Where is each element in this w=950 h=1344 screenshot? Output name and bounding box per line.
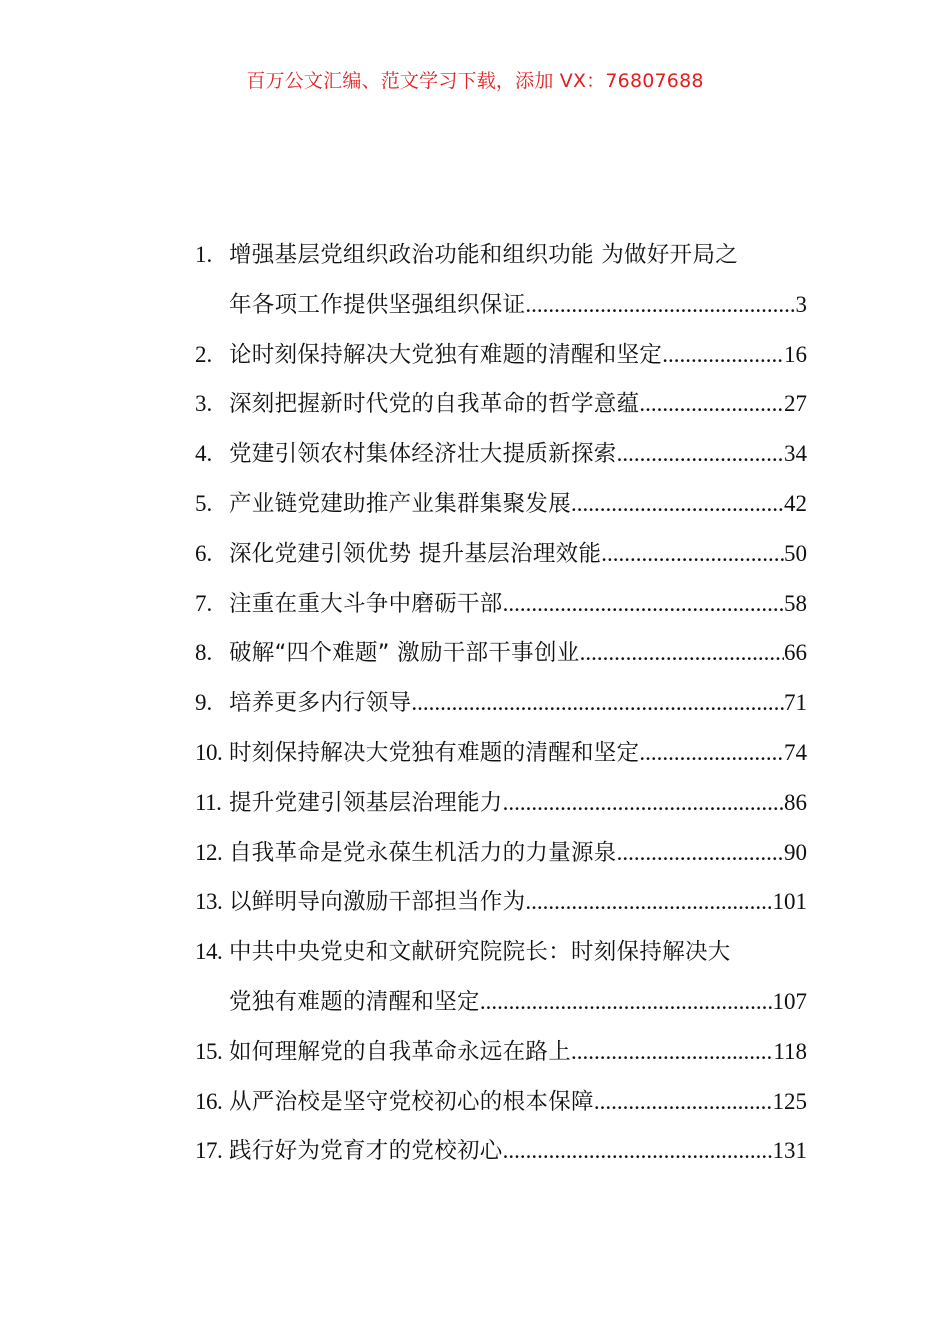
dot-leader [571,1027,773,1077]
toc-entry-title: 从严治校是坚守党校初心的根本保障 [229,1088,594,1115]
toc-entry-title: 提升党建引领基层治理能力 [229,789,503,816]
toc-entry-3[interactable] [195,379,807,429]
toc-entry-title: 时刻保持解决大党独有难题的清醒和坚定 [229,739,640,766]
toc-entry-title: 培养更多内行领导 [229,690,412,717]
dot-leader [503,778,784,828]
dot-leader [662,330,784,380]
toc-page-number: 42 [784,490,807,516]
toc-page-number: 50 [784,540,807,566]
dot-leader [639,728,784,778]
toc-entry-title-continued: 年各项工作提供坚强组织保证 [229,291,526,318]
toc-entry-number: 5. [195,490,213,516]
table-of-contents [195,230,807,1176]
toc-entry-number: 9. [195,690,213,716]
toc-page-number: 118 [773,1038,807,1064]
toc-entry-number: 7. [195,590,213,616]
dot-leader [571,479,784,529]
toc-entry-title: 以鲜明导向激励干部担当作为 [229,889,526,916]
toc-entry-11[interactable] [195,778,807,828]
toc-entry-16[interactable] [195,1077,807,1127]
toc-entry-1-continued[interactable] [195,280,807,330]
dot-leader [411,678,784,728]
toc-entry-14[interactable] [195,927,807,977]
toc-entry-number: 17. [195,1138,223,1164]
toc-page-number: 131 [772,1138,807,1164]
toc-entry-5[interactable] [195,479,807,529]
toc-page-number: 58 [784,590,807,616]
toc-page-number: 16 [784,341,807,367]
toc-entry-number: 16. [195,1088,223,1114]
toc-entry-title: 破解“四个难题” 激励干部干事创业 [229,640,580,667]
toc-entry-number: 1. [195,242,213,267]
toc-entry-title: 中共中央党史和文献研究院院长：时刻保持解决大 [229,939,731,966]
toc-entry-15[interactable] [195,1027,807,1077]
dot-leader [594,1077,773,1127]
toc-page-number: 3 [795,291,807,317]
toc-entry-9[interactable] [195,678,807,728]
toc-entry-number: 3. [195,391,213,417]
toc-entry-number: 6. [195,540,213,566]
toc-entry-2[interactable] [195,330,807,380]
toc-entry-number: 13. [195,889,223,915]
toc-entry-17[interactable] [195,1126,807,1176]
toc-entry-number: 12. [195,839,223,865]
toc-page-number: 66 [784,640,807,666]
toc-entry-title-continued: 党独有难题的清醒和坚定 [229,988,480,1015]
toc-entry-number: 2. [195,341,213,367]
toc-entry-number: 11. [195,789,222,815]
toc-entry-6[interactable] [195,529,807,579]
dot-leader [617,429,784,479]
toc-entry-number: 8. [195,640,213,666]
toc-page-number: 74 [784,739,807,765]
toc-entry-14-continued[interactable] [195,977,807,1027]
toc-entry-12[interactable] [195,828,807,878]
toc-entry-title: 深刻把握新时代党的自我革命的哲学意蕴 [229,391,640,418]
dot-leader [617,828,784,878]
toc-entry-7[interactable] [195,579,807,629]
toc-entry-title: 增强基层党组织政治功能和组织功能 为做好开局之 [229,242,739,268]
toc-entry-title: 自我革命是党永葆生机活力的力量源泉 [229,839,617,866]
toc-page-number: 86 [784,789,807,815]
dot-leader [580,628,784,678]
toc-entry-4[interactable] [195,429,807,479]
toc-entry-8[interactable] [195,628,807,678]
toc-page-number: 90 [784,839,807,865]
toc-page-number: 27 [784,391,807,417]
toc-entry-title: 践行好为党育才的党校初心 [229,1138,503,1165]
dot-leader [480,977,773,1027]
toc-entry-number: 10. [195,739,223,765]
toc-entry-1[interactable] [195,230,807,280]
toc-page-number: 107 [772,988,807,1014]
toc-entry-13[interactable] [195,877,807,927]
toc-entry-title: 党建引领农村集体经济壮大提质新探索 [229,441,617,468]
toc-page-number: 125 [772,1088,807,1114]
toc-entry-title: 如何理解党的自我革命永远在路上 [229,1038,572,1065]
dot-leader [601,529,784,579]
dot-leader [639,379,784,429]
dot-leader [525,877,772,927]
toc-entry-title: 产业链党建助推产业集群集聚发展 [229,490,572,517]
toc-entry-number: 4. [195,441,213,467]
toc-entry-title: 论时刻保持解决大党独有难题的清醒和坚定 [229,341,663,368]
dot-leader [525,280,795,330]
toc-page-number: 71 [784,690,807,716]
toc-entry-number: 14. [195,939,223,965]
toc-entry-title: 注重在重大斗争中磨砺干部 [229,590,503,617]
toc-page-number: 34 [784,441,807,467]
page-header-watermark-text: 百万公文汇编、范文学习下载，添加 VX：76807688 [246,70,704,92]
toc-entry-10[interactable] [195,728,807,778]
dot-leader [503,579,784,629]
toc-page-number: 101 [772,889,807,915]
toc-entry-number: 15. [195,1038,223,1064]
toc-entry-title: 深化党建引领优势 提升基层治理效能 [229,540,602,567]
dot-leader [503,1126,773,1176]
